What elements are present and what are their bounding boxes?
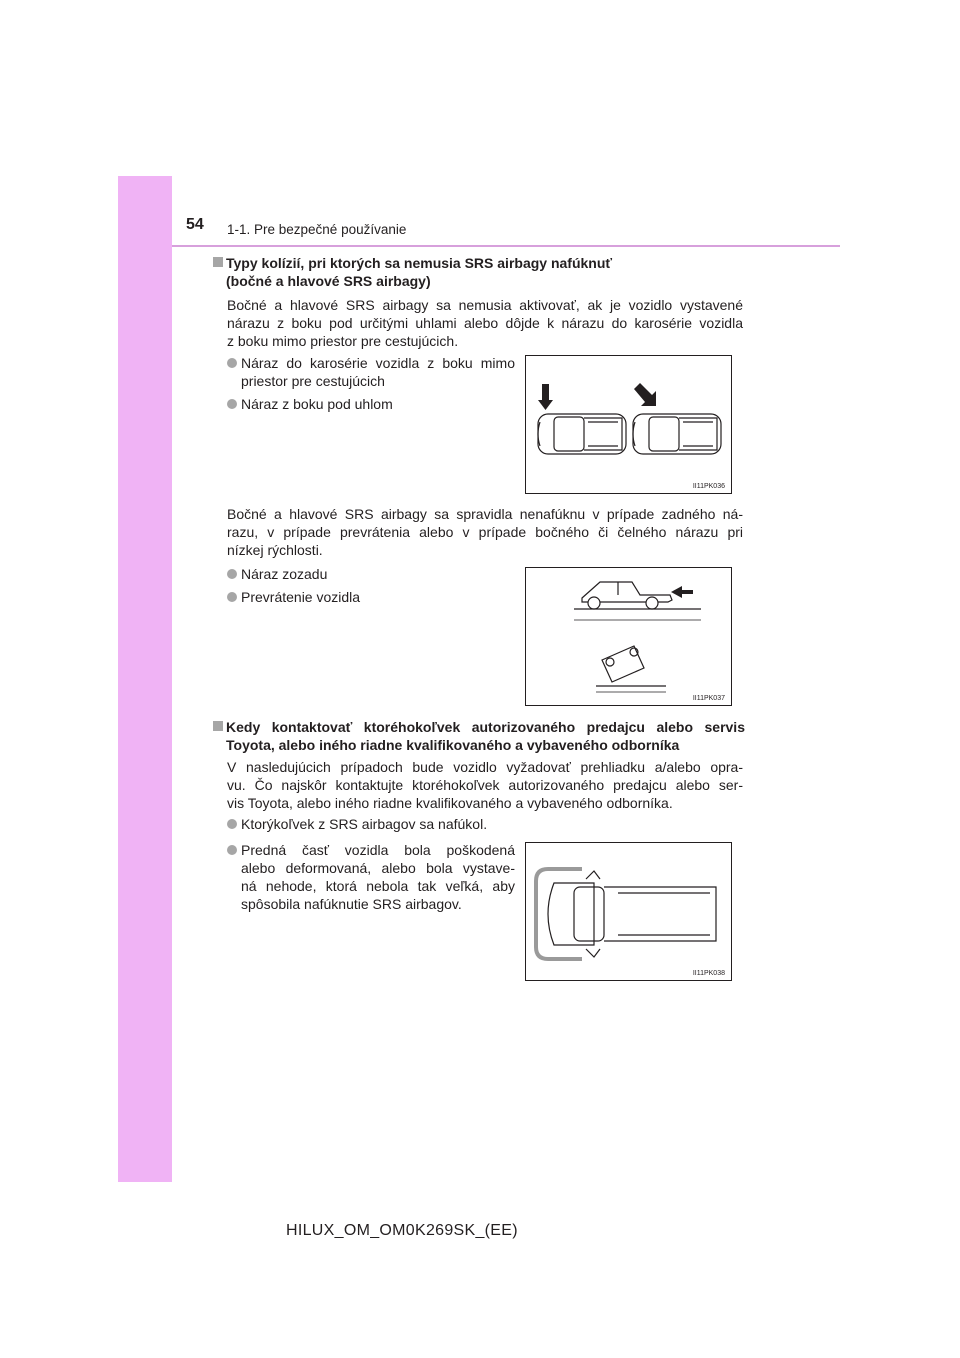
side-impact-illustration — [526, 356, 731, 493]
round-bullet-icon — [227, 592, 237, 602]
figure-rear-rollover — [525, 567, 732, 706]
bullet-side-impact-outside — [227, 354, 515, 390]
paragraph-line: nárazu z boku pod určitými uhlami alebo dôjde k nárazu do karosérie vozidla — [227, 315, 743, 331]
square-bullet-icon — [213, 257, 223, 267]
rear-rollover-illustration — [526, 568, 731, 705]
front-damage-illustration — [526, 843, 731, 980]
page-number: 54 — [186, 216, 204, 233]
round-bullet-icon — [227, 845, 237, 855]
section1-heading — [213, 254, 745, 290]
bullet-airbag-inflated — [227, 815, 527, 833]
figure-code: II11PK038 — [692, 970, 725, 977]
heading-line: (bočné a hlavové SRS airbagy) — [226, 273, 431, 289]
bullet-rear-impact — [227, 565, 515, 583]
figure-front-damage — [525, 842, 732, 981]
impact-arrow-vertical — [538, 384, 553, 410]
heading-line: Toyota, alebo iného riadne kvalifikovaného a vybaveného odborníka — [226, 737, 680, 753]
round-bullet-icon — [227, 819, 237, 829]
section-title: 1-1. Pre bezpečné používanie — [227, 222, 407, 237]
bullet-line: Náraz zozadu — [241, 566, 328, 582]
bullet-line: Ktorýkoľvek z SRS airbagov sa nafúkol. — [241, 816, 488, 832]
bullet-line: Prevrátenie vozidla — [241, 589, 361, 605]
square-bullet-icon — [213, 721, 223, 731]
chapter-sidebar-tab — [118, 176, 172, 1182]
truck-top-view-right — [633, 414, 721, 454]
section1-middle-text — [227, 505, 743, 559]
bullet-line: ná nehode, ktorá nebola tak veľká, aby — [241, 878, 515, 894]
heading-line: Kedy kontaktovať ktoréhokoľvek autorizovaného predajcu alebo servis — [226, 719, 745, 735]
bullet-line: Predná časť vozidla bola poškodená — [241, 842, 515, 858]
section2-intro — [227, 758, 743, 812]
bullet-line: Náraz z boku pod uhlom — [241, 396, 393, 412]
header-divider — [172, 245, 840, 247]
bullet-front-damaged — [227, 841, 515, 913]
round-bullet-icon — [227, 399, 237, 409]
paragraph-line: nízkej rýchlosti. — [227, 542, 323, 558]
truck-side-view — [582, 582, 672, 609]
bullet-line: alebo deformovaná, alebo bola vystave- — [241, 860, 515, 876]
figure-code: II11PK037 — [692, 695, 725, 702]
paragraph-line: Bočné a hlavové SRS airbagy sa spravidla nenafúknu v prípade zadného ná- — [227, 506, 743, 522]
truck-overturned — [602, 646, 644, 682]
truck-top-view-left — [538, 414, 626, 454]
paragraph-line: vu. Čo najskôr kontaktujte ktoréhokoľvek autorizovaného predajcu alebo ser- — [227, 777, 743, 793]
section1-intro — [227, 296, 743, 350]
truck-top-view — [548, 871, 716, 957]
round-bullet-icon — [227, 569, 237, 579]
round-bullet-icon — [227, 358, 237, 368]
bullet-angled-side-impact — [227, 395, 515, 413]
impact-arrow-diagonal — [634, 383, 656, 406]
bullet-rollover — [227, 588, 515, 606]
paragraph-line: razu, v prípade prevrátenia alebo v prípade bočného či čelného nárazu pri — [227, 524, 743, 540]
paragraph-line: vis Toyota, alebo iného riadne kvalifikovaného a vybaveného odborníka. — [227, 795, 673, 811]
section2-heading — [213, 718, 745, 754]
bullet-line: spôsobila nafúknutie SRS airbagov. — [241, 896, 462, 912]
heading-line: Typy kolízií, pri ktorých sa nemusia SRS airbagy nafúknuť — [226, 255, 613, 271]
bullet-line: priestor pre cestujúcich — [241, 373, 385, 389]
figure-side-impacts — [525, 355, 732, 494]
rear-impact-arrow — [671, 586, 693, 598]
figure-code: II11PK036 — [692, 483, 725, 490]
paragraph-line: z boku mimo priestor pre cestujúcich. — [227, 333, 459, 349]
paragraph-line: V nasledujúcich prípadoch bude vozidlo vyžadovať prehliadku a/alebo opra- — [227, 759, 743, 775]
bullet-line: Náraz do karosérie vozidla z boku mimo — [241, 355, 515, 371]
paragraph-line: Bočné a hlavové SRS airbagy sa nemusia aktivovať, ak je vozidlo vystavené — [227, 297, 743, 313]
document-code-footer: HILUX_OM_OM0K269SK_(EE) — [286, 1222, 518, 1239]
